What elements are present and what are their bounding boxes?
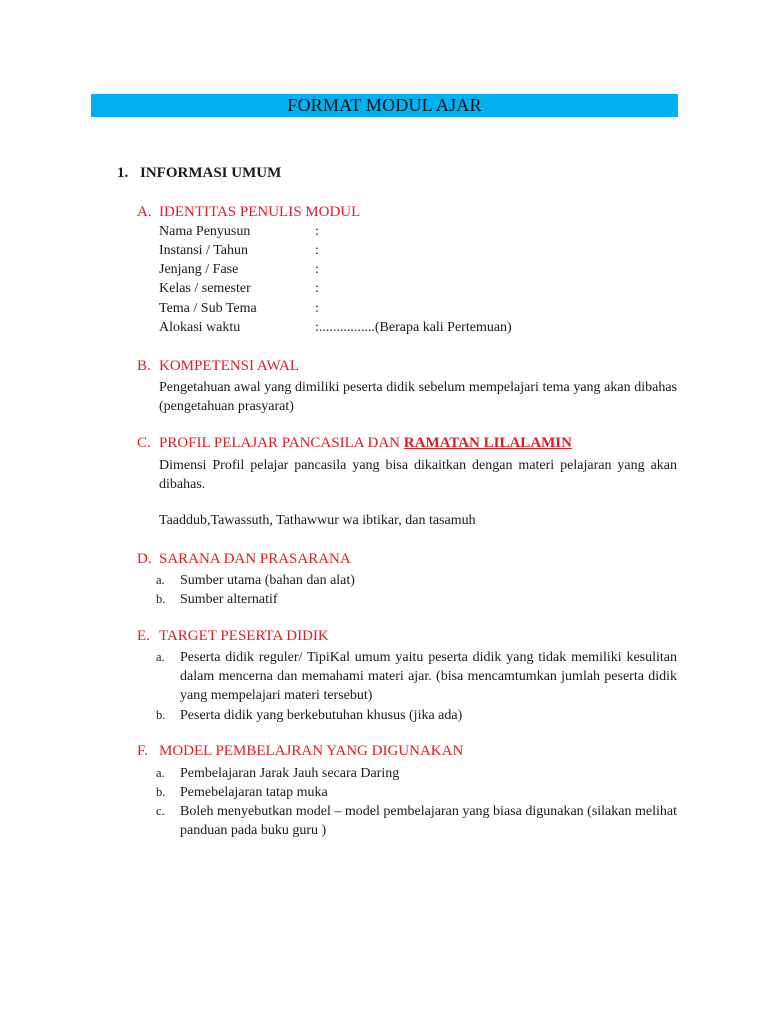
field-row xyxy=(159,320,659,336)
section-b-heading xyxy=(137,358,299,375)
field-row xyxy=(159,243,659,259)
section-c-text: Dimensi Profil pelajar pancasila yang bisa dikaitkan dengan materi pelajaran yang akan dibahas. xyxy=(159,458,677,492)
section-d-letter: D. xyxy=(137,551,152,567)
heading-number: 1. xyxy=(117,165,129,181)
section-b-letter: B. xyxy=(137,358,151,374)
section-c-letter: C. xyxy=(137,435,151,451)
list-text: Pemebelajaran tatap muka xyxy=(180,785,328,800)
field-value: :................(Berapa kali Pertemuan) xyxy=(315,320,512,335)
list-text: Sumber utama (bahan dan alat) xyxy=(180,573,355,588)
field-row xyxy=(159,301,659,317)
section-a-letter: A. xyxy=(137,204,152,220)
field-row xyxy=(159,262,659,278)
section-c-values: Taaddub,Tawassuth, Tathawwur wa ibtikar, dan tasamuh xyxy=(159,513,476,528)
field-value: : xyxy=(315,262,319,277)
list-item xyxy=(156,648,677,705)
list-marker: a. xyxy=(156,573,165,587)
document-title: FORMAT MODUL AJAR xyxy=(91,94,678,117)
field-value: : xyxy=(315,281,319,296)
list-text: Pembelajaran Jarak Jauh secara Daring xyxy=(180,766,400,781)
list-marker: b. xyxy=(156,592,166,606)
section-c-heading xyxy=(137,435,572,452)
field-value: : xyxy=(315,243,319,258)
field-row xyxy=(159,224,659,240)
list-text: Peserta didik yang berkebutuhan khusus (jika ada) xyxy=(180,708,463,723)
list-item xyxy=(156,571,677,590)
field-label: Kelas / semester xyxy=(159,281,251,296)
section-d-title: SARANA DAN PRASARANA xyxy=(159,551,351,567)
field-label: Nama Penyusun xyxy=(159,224,251,239)
section-e-letter: E. xyxy=(137,628,150,644)
section-c-title-emphasis: RAMATAN LILALAMIN xyxy=(403,435,572,451)
section-a-title: IDENTITAS PENULIS MODUL xyxy=(159,204,361,220)
field-value: : xyxy=(315,301,319,316)
list-marker: c. xyxy=(156,804,165,818)
section-b-text: Pengetahuan awal yang dimiliki peserta didik sebelum mempelajari tema yang akan dibahas (pengetahuan prasyarat) xyxy=(159,380,677,414)
list-item xyxy=(156,706,677,725)
list-item xyxy=(156,764,677,783)
section-c-title: PROFIL PELAJAR PANCASILA DAN xyxy=(159,435,404,451)
section-b-title: KOMPETENSI AWAL xyxy=(159,358,300,374)
list-text: Sumber alternatif xyxy=(180,592,278,607)
heading-informasi-umum xyxy=(117,165,281,182)
section-f-letter: F. xyxy=(137,743,148,759)
list-item xyxy=(156,783,677,802)
list-text: Peserta didik reguler/ TipiKal umum yaitu peserta didik yang tidak memiliki kesulitan dalam mencerna dan memahami materi ajar. (bisa mencamtumkan jumlah peserta didik yang mempelajari materi tersebut) xyxy=(180,650,677,703)
list-item xyxy=(156,590,677,609)
section-e-heading xyxy=(137,628,329,645)
list-text: Boleh menyebutkan model – model pembelajaran yang biasa digunakan (silakan melihat panduan pada buku guru ) xyxy=(180,804,677,838)
list-marker: b. xyxy=(156,708,166,722)
section-a-heading xyxy=(137,204,360,221)
section-f-title: MODEL PEMBELAJRAN YANG DIGUNAKAN xyxy=(159,743,464,759)
section-f-heading xyxy=(137,743,463,760)
heading-text: INFORMASI UMUM xyxy=(140,165,282,181)
field-label: Alokasi waktu xyxy=(159,320,241,335)
field-label: Instansi / Tahun xyxy=(159,243,248,258)
section-d-heading xyxy=(137,551,351,568)
field-row xyxy=(159,281,659,297)
field-label: Tema / Sub Tema xyxy=(159,301,257,316)
field-label: Jenjang / Fase xyxy=(159,262,239,277)
section-e-title: TARGET PESERTA DIDIK xyxy=(159,628,329,644)
list-marker: b. xyxy=(156,785,166,799)
list-marker: a. xyxy=(156,766,165,780)
list-marker: a. xyxy=(156,650,165,664)
list-item xyxy=(156,802,677,840)
field-value: : xyxy=(315,224,319,239)
